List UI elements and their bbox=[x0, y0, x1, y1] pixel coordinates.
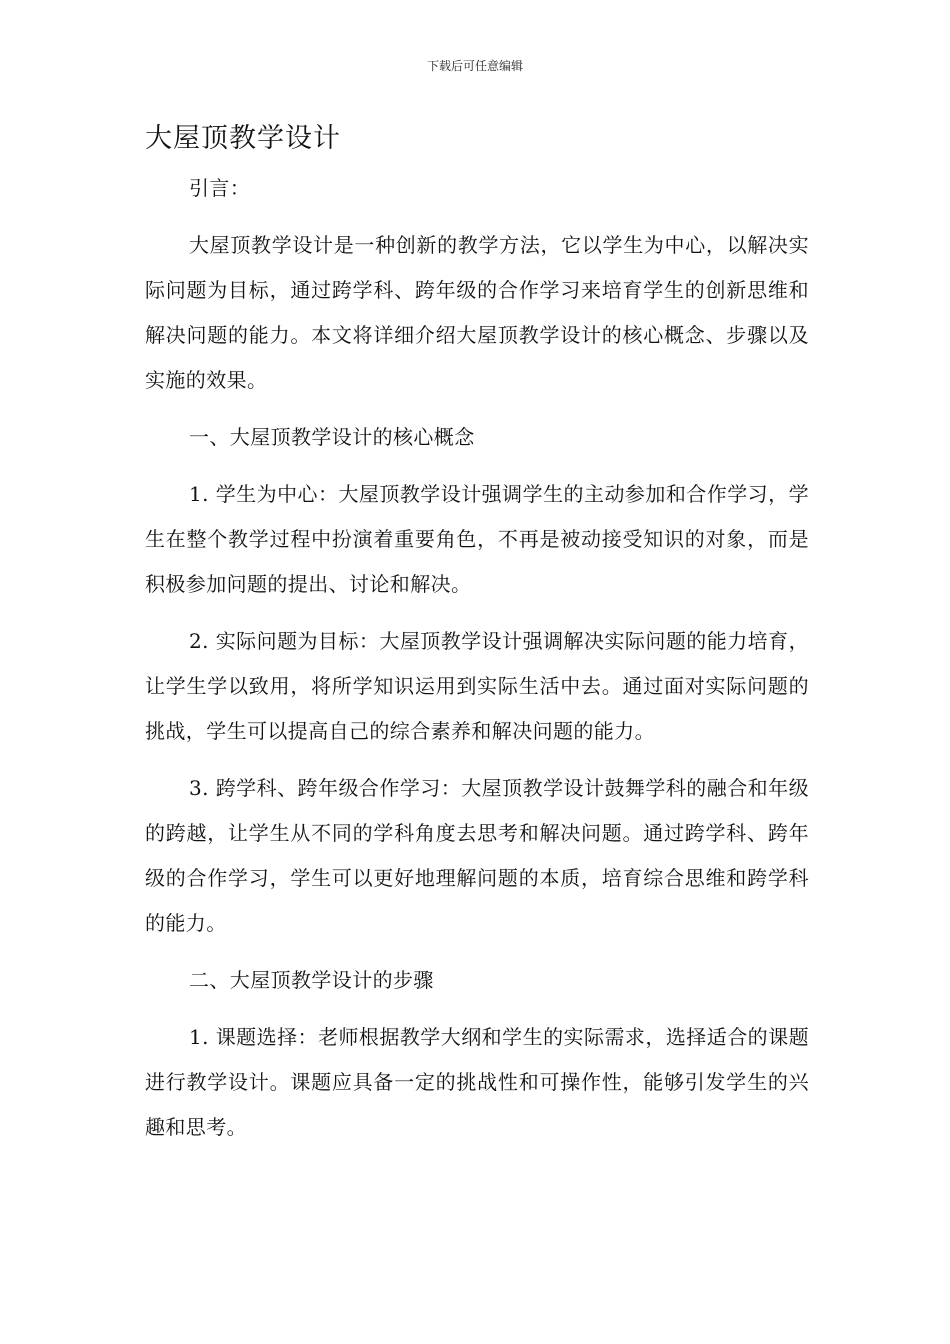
paragraph-real-problems: 2. 实际问题为目标：大屋顶教学设计强调解决实际问题的能力培育，让学生学以致用，将所学知识运用到实际生活中去。通过面对实际问题的挑战，学生可以提高自己的综合素养和解决问题的能力。 bbox=[145, 629, 809, 743]
paragraph-topic-selection: 1. 课题选择：老师根据教学大纲和学生的实际需求，选择适合的课题进行教学设计。课题应具备一定的挑战性和可操作性，能够引发学生的兴趣和思考。 bbox=[145, 1025, 809, 1139]
paragraph-cross-discipline: 3. 跨学科、跨年级合作学习：大屋顶教学设计鼓舞学科的融合和年级的跨越，让学生从不同的学科角度去思考和解决问题。通过跨学科、跨年级的合作学习，学生可以更好地理解问题的本质，培育综合思维和跨学科的能力。 bbox=[145, 776, 809, 935]
page-title: 大屋顶教学设计 bbox=[145, 123, 341, 154]
paragraph-intro-label: 引言： bbox=[189, 176, 251, 200]
header-note: 下载后可任意编辑 bbox=[426, 59, 523, 73]
section-heading-core-concepts: 一、大屋顶教学设计的核心概念 bbox=[189, 425, 475, 449]
document-body bbox=[145, 166, 809, 1162]
paragraph-student-centered: 1. 学生为中心：大屋顶教学设计强调学生的主动参加和合作学习，学生在整个教学过程中扮演着重要角色，不再是被动接受知识的对象，而是积极参加问题的提出、讨论和解决。 bbox=[145, 482, 809, 596]
section-heading-steps: 二、大屋顶教学设计的步骤 bbox=[189, 968, 434, 992]
paragraph-intro: 大屋顶教学设计是一种创新的教学方法，它以学生为中心，以解决实际问题为目标，通过跨学科、跨年级的合作学习来培育学生的创新思维和解决问题的能力。本文将详细介绍大屋顶教学设计的核心概念、步骤以及实施的效果。 bbox=[145, 233, 809, 392]
